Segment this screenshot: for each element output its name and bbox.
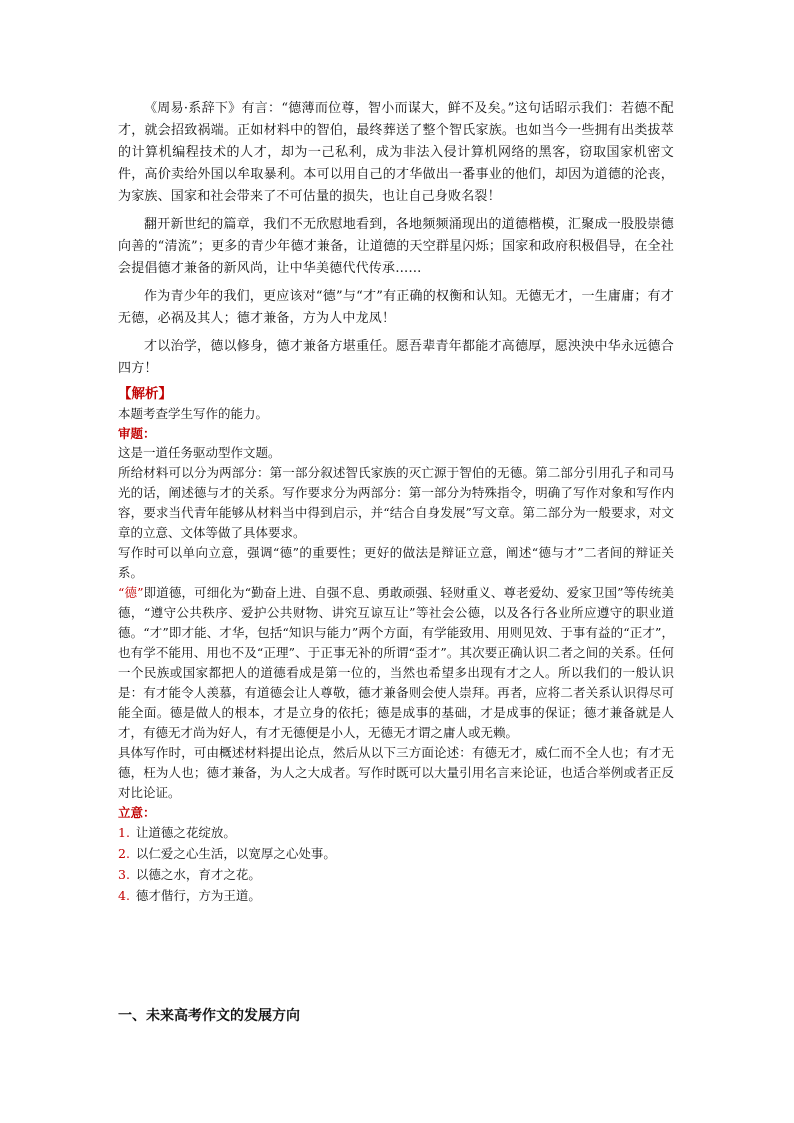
section-heading: 一、未来高考作文的发展方向 xyxy=(118,1008,300,1024)
liyi-title: 立意： xyxy=(118,805,156,820)
essay-paragraph-4: 才以治学，德以修身，德才兼备方堪重任。愿吾辈青年都能才高德厚，愿泱泱中华永远德合四方！ xyxy=(118,339,674,376)
list-item: 3. 以德之水，育才之花。 xyxy=(118,867,261,882)
thesis-list xyxy=(118,822,674,906)
analysis-intro: 本题考查学生写作的能力。 xyxy=(118,406,269,421)
list-item: 1. 让道德之花绽放。 xyxy=(118,825,236,840)
analysis-line-3: 写作时可以单向立意，强调“德”的重要性；更好的做法是辩证立意，阐述“德与才”二者间的辩证关系。 xyxy=(118,545,674,580)
analysis-title: 【解析】 xyxy=(118,386,172,402)
method-line: 具体写作时，可由概述材料提出论点，然后从以下三方面论述：有德无才，威仁而不全人也；有才无德，枉为人也；德才兼备，为人之大成者。写作时既可以大量引用名言来论证，也适合举例或者正反对比论证。 xyxy=(118,745,674,800)
de-explanation xyxy=(118,583,674,743)
analysis-line-1: 这是一道任务驱动型作文题。 xyxy=(118,445,281,460)
analysis-line-2: 所给材料可以分为两部分：第一部分叙述智氏家族的灭亡源于智伯的无德。第二部分引用孔子和司马光的话，阐述德与才的关系。写作要求分为两部分：第一部分为特殊指令，明确了写作对象和写作内容，要求当代青年能够从材料当中得到启示，并“结合自身发展”写文章。第二部分为一般要求，对文章的立意、文体等做了具体要求。 xyxy=(118,465,674,540)
essay-paragraph-2: 翻开新世纪的篇章，我们不无欣慰地看到，各地频频涌现出的道德楷模，汇聚成一股股崇德向善的“清流”；更多的青少年德才兼备，让道德的天空群星闪烁；国家和政府积极倡导，在全社会提倡德才兼备的新风尚，让中华美德代代传承…… xyxy=(118,217,674,276)
document-body xyxy=(118,98,674,906)
de-line: 即道德，可细化为“勤奋上进、自强不息、勇敢顽强、轻财重义、尊老爱幼、爱家卫国”等传统美德，“遵守公共秩序、爱护公共财物、讲究互谅互让”等社会公德，以及各行各业所应遵守的职业道德。“才”即才能、才华，包括“知识与能力”两个方面，有学能致用、用则见效、于事有益的“正才”，也有学不能用、用也不及“正理”、于正事无补的所谓“歪才”。其次要正确认识二者之间的关系。任何一个民族或国家都把人的道德看成是第一位的，当然也希望多出现有才之人。所以我们的一般认识是：有才能令人羡慕，有道德会让人尊敬，德才兼备则会使人崇拜。再者，应将二者关系认识得尽可能全面。德是做人的根本，才是立身的依托；德是成事的基础，才是成事的保证；德才兼备就是人才，有德无才尚为好人，有才无德便是小人，无德无才谓之庸人或无赖。 xyxy=(118,585,674,740)
shenti-title: 审题： xyxy=(118,426,156,441)
essay-paragraph-3: 作为青少年的我们，更应该对“德”与“才”有正确的权衡和认知。无德无才，一生庸庸；有才无德，必祸及其人；德才兼备，方为人中龙凤！ xyxy=(118,289,674,326)
essay-paragraph-1: 《周易·系辞下》有言：“德薄而位尊，智小而谋大，鲜不及矣。”这句话昭示我们：若德不配才，就会招致祸端。正如材料中的智伯，最终葬送了整个智氏家族。也如当今一些拥有出类拔萃的计算机编程技术的人才，却为一己私利，成为非法入侵计算机网络的黑客，窃取国家机密文件，高价卖给外国以牟取暴利。本可以用自己的才华做出一番事业的他们，却因为道德的沦丧，为家族、国家和社会带来了不可估量的损失，也让自己身败名裂！ xyxy=(118,101,674,204)
list-item: 2. 以仁爱之心生活，以宽厚之心处事。 xyxy=(118,846,336,861)
de-word: “德” xyxy=(118,585,144,600)
essay-text xyxy=(118,98,674,380)
analysis-section xyxy=(118,384,674,906)
list-item: 4. 德才偕行，方为王道。 xyxy=(118,888,261,903)
